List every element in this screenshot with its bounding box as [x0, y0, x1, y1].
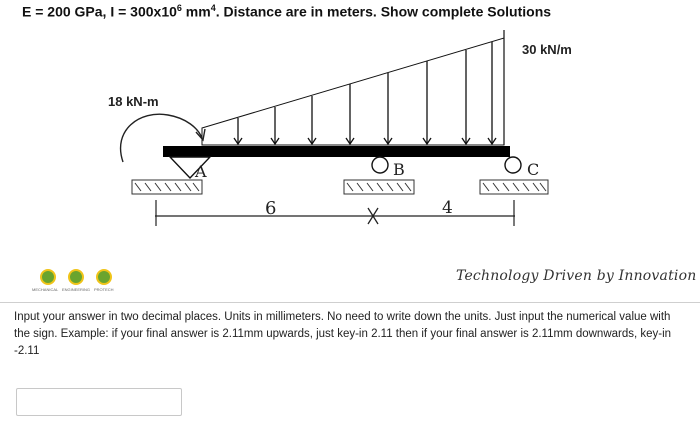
- problem-statement: [22, 3, 551, 20]
- load-arrows: [234, 42, 496, 144]
- ground-A: [132, 180, 202, 194]
- header-part-3: . Distance are in meters. Show complete Solutions: [215, 3, 552, 20]
- span-BC-label: 4: [442, 198, 453, 218]
- header-exponent-2: 4: [210, 3, 216, 13]
- logo-caption: ENGINEERING: [62, 287, 91, 292]
- ground-B: [344, 180, 414, 194]
- logo-group: [32, 269, 138, 299]
- support-B-label: B: [393, 160, 405, 179]
- logo-icon: [96, 269, 112, 285]
- triangular-load-outline: [202, 38, 504, 145]
- support-C-label: C: [527, 160, 540, 179]
- beam-diagram-svg: [10, 20, 697, 300]
- support-A-label: A: [195, 162, 207, 181]
- answer-instructions: Input your answer in two decimal places. Units in millimeters. No need to write down the units. Just input the numerical value with the sign. Example: if your final answer is 2.11mm upwards, just key-in 2.11 then if your final answer is 2.11mm downwards, key-in -2.11: [14, 311, 672, 357]
- header-part-2: mm: [181, 3, 211, 20]
- beam-figure: [10, 20, 697, 300]
- logo-icon: [40, 269, 56, 285]
- divider: [0, 302, 700, 303]
- logo-caption: PROTECH: [94, 287, 114, 292]
- header-exponent-1: 6: [176, 3, 182, 13]
- logo-caption: MECHANICAL: [32, 287, 59, 292]
- moment-label: 18 kN-m: [108, 94, 159, 109]
- ground-C: [480, 180, 548, 194]
- load-intensity-label: 30 kN/m: [522, 42, 572, 57]
- beam: [163, 146, 510, 157]
- support-B-roller: [372, 157, 388, 173]
- logo-icon: [68, 269, 84, 285]
- tagline: Technology Driven by Innovation: [456, 268, 697, 284]
- answer-input[interactable]: [16, 388, 182, 416]
- header-part-1: E = 200 GPa, I = 300x10: [22, 3, 177, 20]
- support-C-roller: [505, 157, 521, 173]
- span-AB-label: 6: [265, 198, 277, 219]
